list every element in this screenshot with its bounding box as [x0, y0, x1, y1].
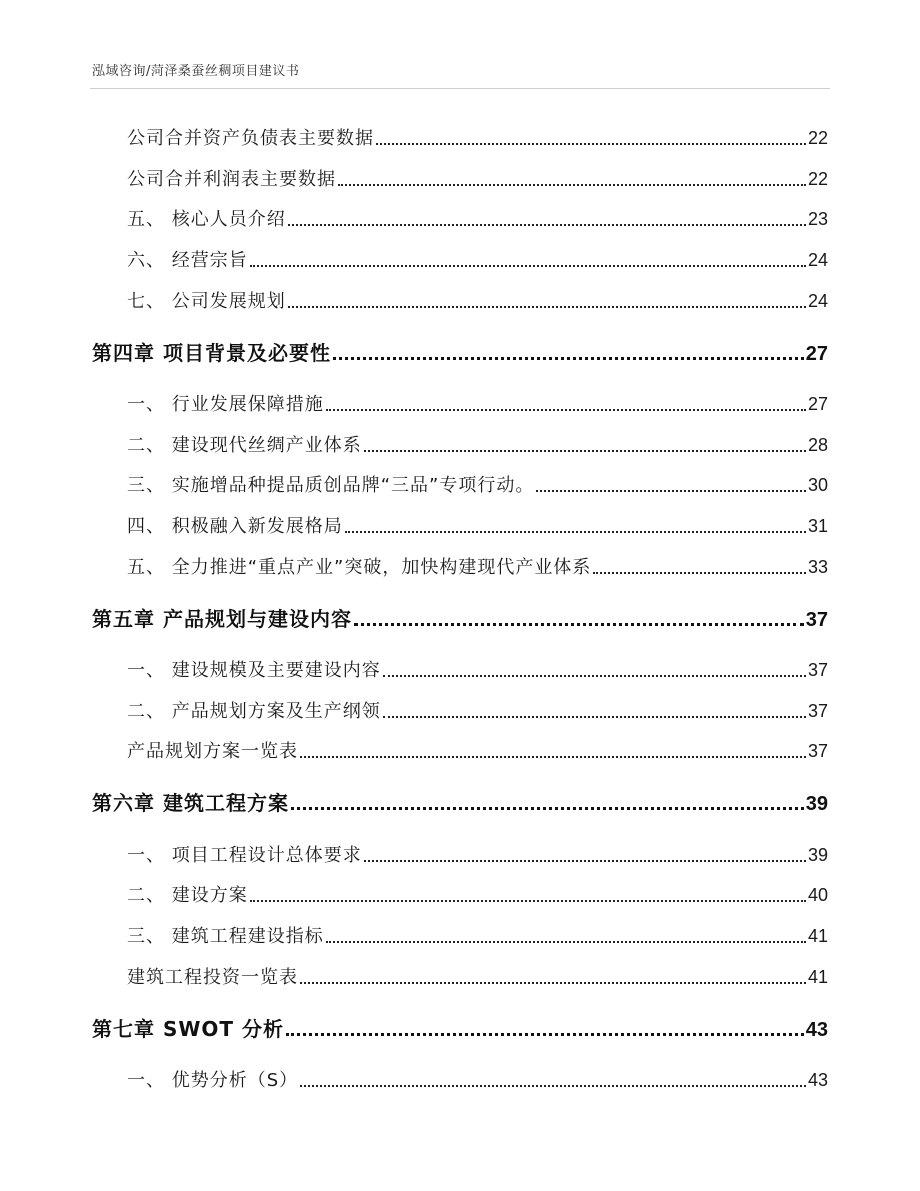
toc-dot-leader — [300, 1085, 806, 1087]
toc-entry[interactable] — [127, 512, 828, 538]
toc-dot-leader — [536, 490, 806, 492]
toc-page-number: 27 — [805, 343, 828, 365]
toc-entry[interactable] — [127, 963, 828, 989]
toc-page-number: 37 — [807, 701, 828, 721]
toc-dot-leader — [250, 900, 806, 902]
toc-page-number: 43 — [807, 1070, 828, 1090]
toc-dot-leader — [593, 572, 806, 574]
toc-page-number: 28 — [807, 435, 828, 455]
toc-chapter-title: 第六章 建筑工程方案 — [92, 791, 289, 815]
toc-chapter-entry[interactable] — [92, 603, 828, 632]
toc-entry-title: 五、 全力推进“重点产业”突破，加快构建现代产业体系 — [127, 557, 592, 578]
toc-dot-leader — [364, 860, 806, 862]
toc-page-number: 37 — [807, 741, 828, 761]
toc-entry[interactable] — [127, 922, 828, 948]
toc-entry-title: 六、 经营宗旨 — [127, 250, 248, 271]
toc-dot-leader — [300, 756, 806, 758]
toc-page-number: 24 — [807, 250, 828, 270]
toc-entry-title: 建筑工程投资一览表 — [127, 967, 298, 988]
toc-entry-title: 一、 建设规模及主要建设内容 — [127, 660, 381, 681]
toc-page-number: 39 — [807, 845, 828, 865]
toc-chapter-entry[interactable] — [92, 1013, 828, 1042]
toc-chapter-title: 第七章 SWOT 分析 — [92, 1017, 285, 1041]
toc-dot-leader — [286, 1033, 804, 1036]
toc-entry-title: 一、 优势分析（S） — [127, 1070, 299, 1091]
toc-dot-leader — [300, 982, 806, 984]
toc-page-number: 30 — [807, 475, 828, 495]
toc-dot-leader — [288, 306, 806, 308]
toc-entry-title: 三、 实施增品种提品质创品牌“三品”专项行动。 — [127, 475, 535, 496]
toc-entry[interactable] — [127, 841, 828, 867]
toc-entry[interactable] — [127, 553, 828, 579]
toc-page-number: 43 — [805, 1019, 828, 1041]
toc-page-number: 31 — [807, 516, 828, 536]
toc-entry[interactable] — [127, 165, 828, 191]
toc-entry-title: 产品规划方案一览表 — [127, 741, 298, 762]
toc-entry-title: 一、 行业发展保障措施 — [127, 394, 324, 415]
toc-dot-leader — [291, 807, 804, 810]
toc-dot-leader — [345, 531, 806, 533]
toc-dot-leader — [364, 450, 806, 452]
toc-dot-leader — [338, 184, 806, 186]
toc-page-number: 27 — [807, 394, 828, 414]
toc-dot-leader — [326, 941, 806, 943]
toc-dot-leader — [383, 675, 806, 677]
toc-page-number: 33 — [807, 557, 828, 577]
toc-entry-title: 二、 建设方案 — [127, 885, 248, 906]
toc-entry-title: 四、 积极融入新发展格局 — [127, 516, 343, 537]
toc-dot-leader — [383, 716, 806, 718]
toc-dot-leader — [250, 265, 806, 267]
toc-entry[interactable] — [127, 246, 828, 272]
toc-entry[interactable] — [127, 390, 828, 416]
toc-page-number: 41 — [807, 926, 828, 946]
toc-entry[interactable] — [127, 124, 828, 150]
toc-entry-title: 七、 公司发展规划 — [127, 291, 286, 312]
toc-dot-leader — [354, 623, 804, 626]
toc-entry-title: 一、 项目工程设计总体要求 — [127, 845, 362, 866]
toc-page-number: 23 — [807, 209, 828, 229]
toc-page-number: 37 — [807, 660, 828, 680]
toc-page-number: 22 — [807, 169, 828, 189]
toc-entry-title: 五、 核心人员介绍 — [127, 209, 286, 230]
toc-entry[interactable] — [127, 881, 828, 907]
running-header: 泓域咨询/菏泽桑蚕丝稠项目建议书 — [92, 64, 300, 79]
toc-entry[interactable] — [127, 205, 828, 231]
toc-dot-leader — [333, 357, 804, 360]
toc-entry[interactable] — [127, 431, 828, 457]
toc-entry[interactable] — [127, 697, 828, 723]
toc-page-number: 39 — [805, 793, 828, 815]
toc-entry-title: 公司合并利润表主要数据 — [127, 169, 336, 190]
toc-entry[interactable] — [127, 737, 828, 763]
toc-entry[interactable] — [127, 471, 828, 497]
toc-chapter-title: 第四章 项目背景及必要性 — [92, 341, 331, 365]
toc-page-number: 22 — [807, 128, 828, 148]
toc-entry-title: 二、 产品规划方案及生产纲领 — [127, 701, 381, 722]
toc-page-number: 40 — [807, 885, 828, 905]
toc-entry[interactable] — [127, 1066, 828, 1092]
toc-entry-title: 公司合并资产负债表主要数据 — [127, 128, 374, 149]
toc-entry[interactable] — [127, 656, 828, 682]
toc-dot-leader — [326, 409, 806, 411]
toc-page-number: 41 — [807, 967, 828, 987]
toc-page-number: 24 — [807, 291, 828, 311]
toc-entry-title: 三、 建筑工程建设指标 — [127, 926, 324, 947]
toc-chapter-title: 第五章 产品规划与建设内容 — [92, 607, 352, 631]
toc-dot-leader — [288, 224, 806, 226]
toc-chapter-entry[interactable] — [92, 787, 828, 816]
toc-entry-title: 二、 建设现代丝绸产业体系 — [127, 435, 362, 456]
toc-dot-leader — [376, 143, 806, 145]
toc-entry[interactable] — [127, 287, 828, 313]
toc-page-number: 37 — [805, 609, 828, 631]
toc-chapter-entry[interactable] — [92, 337, 828, 366]
